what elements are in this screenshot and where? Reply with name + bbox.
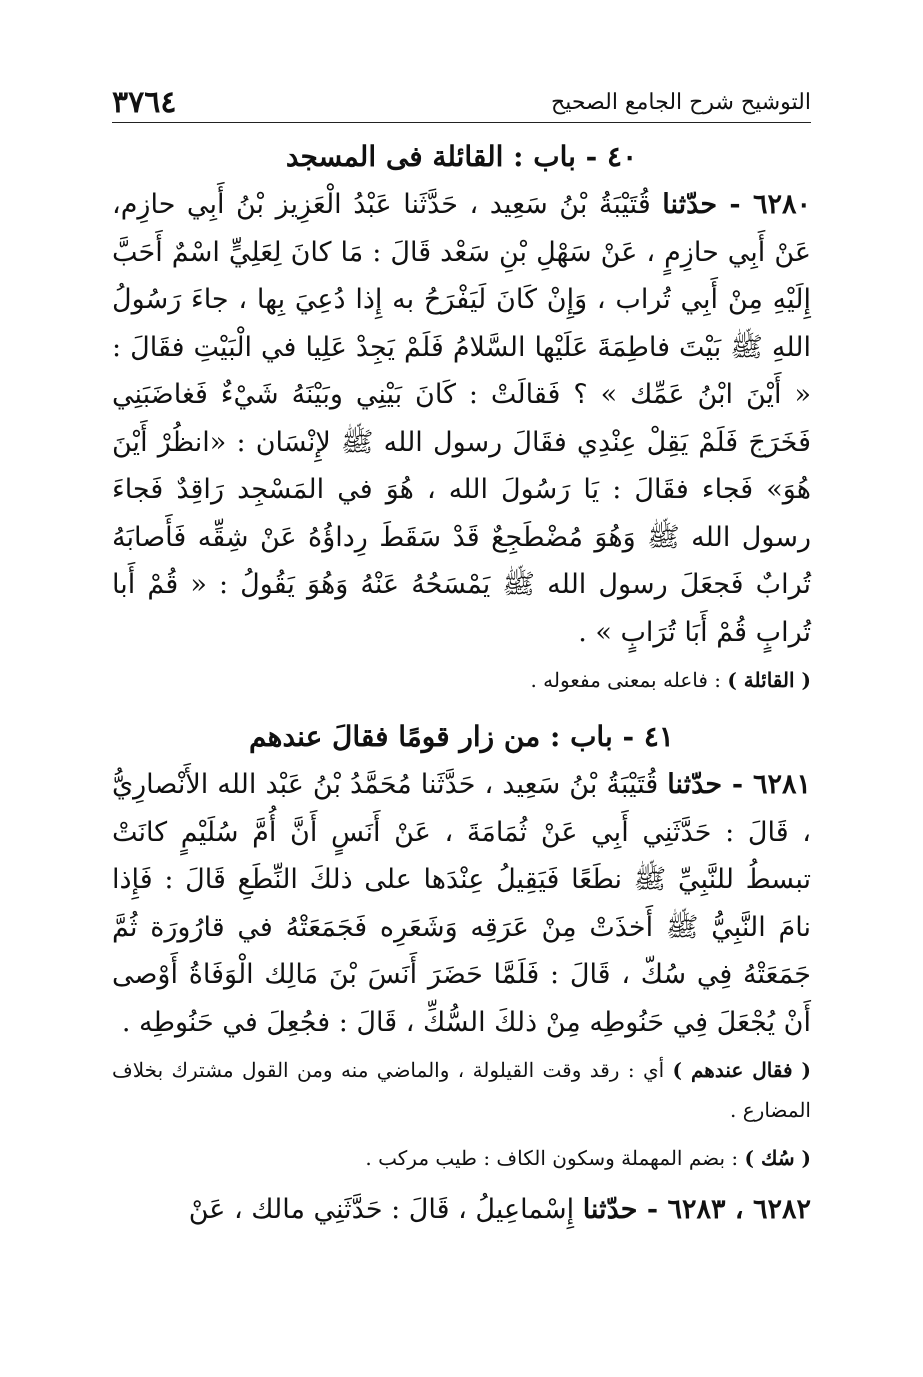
note-term: ( القائلة ) <box>727 668 811 692</box>
hadith-text: قُتَيْبَةُ بْنُ سَعِيد ، حَدَّثَنا مُحَمَّدُ بْنُ عَبْد الله الأَنْصارِيُّ ، قَالَ : حَدَّثَنِي أَبِي عَنْ ثُمَامَةَ ، عَنْ أَنَسٍ أَنَّ أُمَّ سُلَيْمٍ كانَتْ تبسطُ للنَّبِيِّ ﷺ نطَعًا فَيَقِيلُ عِنْدَها على ذلكَ النِّطَعِ قَالَ : فَإِذا نامَ النَّبِيُّ ﷺ أَخذَتْ مِنْ عَرَقِه وَشَعَرِه فَجَمَعَتْهُ في قارُورَة ثُمَّ جَمَعَتْهُ فِي سُكّ ، قَالَ : فَلَمَّا حَضَرَ أَنَسَ بْنَ مَالِك الْوَفَاةُ أَوْصى أَنْ يُجْعَلَ فِي حَنُوطِه مِنْ ذلكَ السُّكِّ ، قَالَ : فجُعِلَ في حَنُوطِه . <box>112 769 811 1038</box>
hadith-text: إِسْماعِيلُ ، قَالَ : حَدَّثَنِي مالك ، عَنْ <box>188 1194 583 1225</box>
hadith-6282-6283 <box>112 1186 811 1234</box>
hadith-number: ٦٢٨١ - حدّثنا <box>667 769 811 800</box>
page-number: ٣٧٦٤ <box>112 84 177 120</box>
spacer <box>112 708 811 720</box>
hadith-number: ٦٢٨٢ ، ٦٢٨٣ - حدّثنا <box>582 1194 811 1225</box>
note-text: : بضم المهملة وسكون الكاف : طيب مركب . <box>365 1146 745 1170</box>
note-term: ( سُك ) <box>744 1146 811 1170</box>
chapter-heading-40: ٤٠ - باب : القائلة فى المسجد <box>285 140 638 173</box>
chapter-heading-41: ٤١ - باب : من زار قومًا فقالَ عندهم <box>249 720 674 753</box>
note-text: أي : رقد وقت القيلولة ، والماضي منه ومن القول مشترك بخلاف المضارع . <box>112 1058 811 1122</box>
note-term: ( فقال عندهم ) <box>672 1058 812 1082</box>
commentary-note <box>112 1138 811 1178</box>
page-header <box>112 82 811 123</box>
commentary-note <box>112 1050 811 1130</box>
hadith-number: ٦٢٨٠ - حدّثنا <box>662 189 812 220</box>
hadith-6280 <box>112 181 811 656</box>
commentary-note <box>112 660 811 700</box>
note-text: : فاعله بمعنى مفعوله . <box>530 668 728 692</box>
hadith-text: قُتَيْبَةُ بْنُ سَعِيد ، حَدَّثَنا عَبْدُ الْعَزِيز بْنُ أَبِي حازِم، عَنْ أَبِي حازِمٍ ، عَنْ سَهْلِ بْنِ سَعْد قَالَ : مَا كانَ لِعَلِيٍّ اسْمٌ أَحَبَّ إِلَيْهِ مِنْ أَبِي تُراب ، وَإِنْ كَانَ لَيَفْرَحُ به إِذا دُعِيَ بِها ، جاءَ رَسُولُ اللهِ ﷺ بَيْتَ فاطِمَةَ عَلَيْها السَّلامُ فَلَمْ يَجِدْ عَلِيا في الْبَيْتِ فقَالَ : « أَيْنَ ابْنُ عَمِّك » ؟ فَقالَتْ : كَانَ بَيْنِي وبَيْنَهُ شَيْءٌ فَغاضَبَنِي فَخَرَجَ فَلَمْ يَقِلْ عِنْدِي فقَالَ رسول الله ﷺ لإِنْسَان : «انظُرْ أَيْنَ هُوَ» فَجاء فقَالَ : يَا رَسُولَ الله ، هُوَ في المَسْجِد رَاقِدٌ فَجاءَ رسول الله ﷺ وَهُوَ مُضْطَجِعٌ قَدْ سَقَطَ رِداؤُهُ عَنْ شِقِّه فَأَصابَهُ تُرابٌ فَجعَلَ رسول الله ﷺ يَمْسَحُهُ عَنْهُ وَهُوَ يَقُولُ : « قُمْ أَبا تُرابٍ قُمْ أَبَا تُرَابٍ » . <box>112 189 811 648</box>
hadith-6281 <box>112 761 811 1046</box>
running-title: التوشيح شرح الجامع الصحيح <box>551 89 811 115</box>
page-body <box>112 140 811 1234</box>
